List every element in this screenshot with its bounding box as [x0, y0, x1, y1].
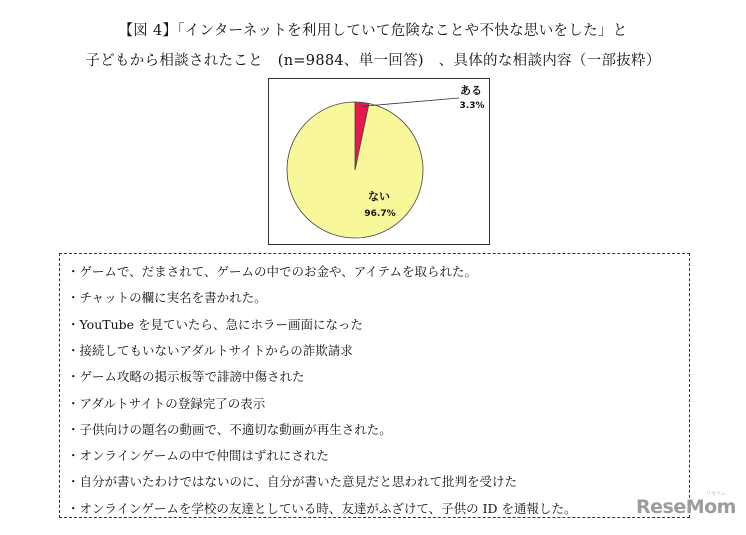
watermark-logo: ReseMom [636, 496, 736, 518]
slice-label: ある [460, 84, 482, 97]
pie-chart [269, 79, 491, 246]
pie-slice-1 [287, 102, 423, 238]
consultation-item: ・チャットの欄に実名を書かれた。 [67, 290, 267, 306]
chart-title-line-2: 子どもから相談されたこと (n=9884、単一回答) 、具体的な相談内容（一部抜粋） [85, 53, 661, 69]
slice-value-label: 96.7% [364, 209, 396, 219]
consultation-item: ・ゲームで、だまされて、ゲームの中でのお金や、アイテムを取られた。 [67, 264, 478, 279]
pie-chart-frame [268, 78, 490, 245]
consultation-item: ・子供向けの題名の動画で、不適切な動画が再生された。 [67, 421, 392, 437]
consultation-list [59, 253, 690, 518]
consultation-item: ・アダルトサイトの登録完了の表示 [67, 395, 266, 411]
slice-value-label: 3.3% [459, 101, 485, 111]
chart-title-line-1: 【図 4】「インターネットを利用していて危険なことや不快な思いをした」と [118, 23, 628, 39]
consultation-item: ・YouTube を見ていたら、急にホラー画面になった [67, 316, 364, 332]
slice-label: ない [368, 190, 390, 203]
consultation-item: ・オンラインゲームを学校の友達としている時、友達がふざけて、子供の ID を通報した。 [67, 500, 577, 516]
consultation-item: ・自分が書いたわけではないのに、自分が書いた意見だと思われて批判を受けた [67, 474, 518, 490]
consultation-item: ・オンラインゲームの中で仲間はずれにされた [67, 448, 329, 464]
consultation-item: ・接続してもいないアダルトサイトからの詐欺請求 [67, 342, 353, 358]
consultation-item: ・ゲーム攻略の掲示板等で誹謗中傷された [67, 369, 305, 385]
watermark-subtitle: リセマム [706, 491, 726, 497]
leader-line [362, 98, 459, 106]
